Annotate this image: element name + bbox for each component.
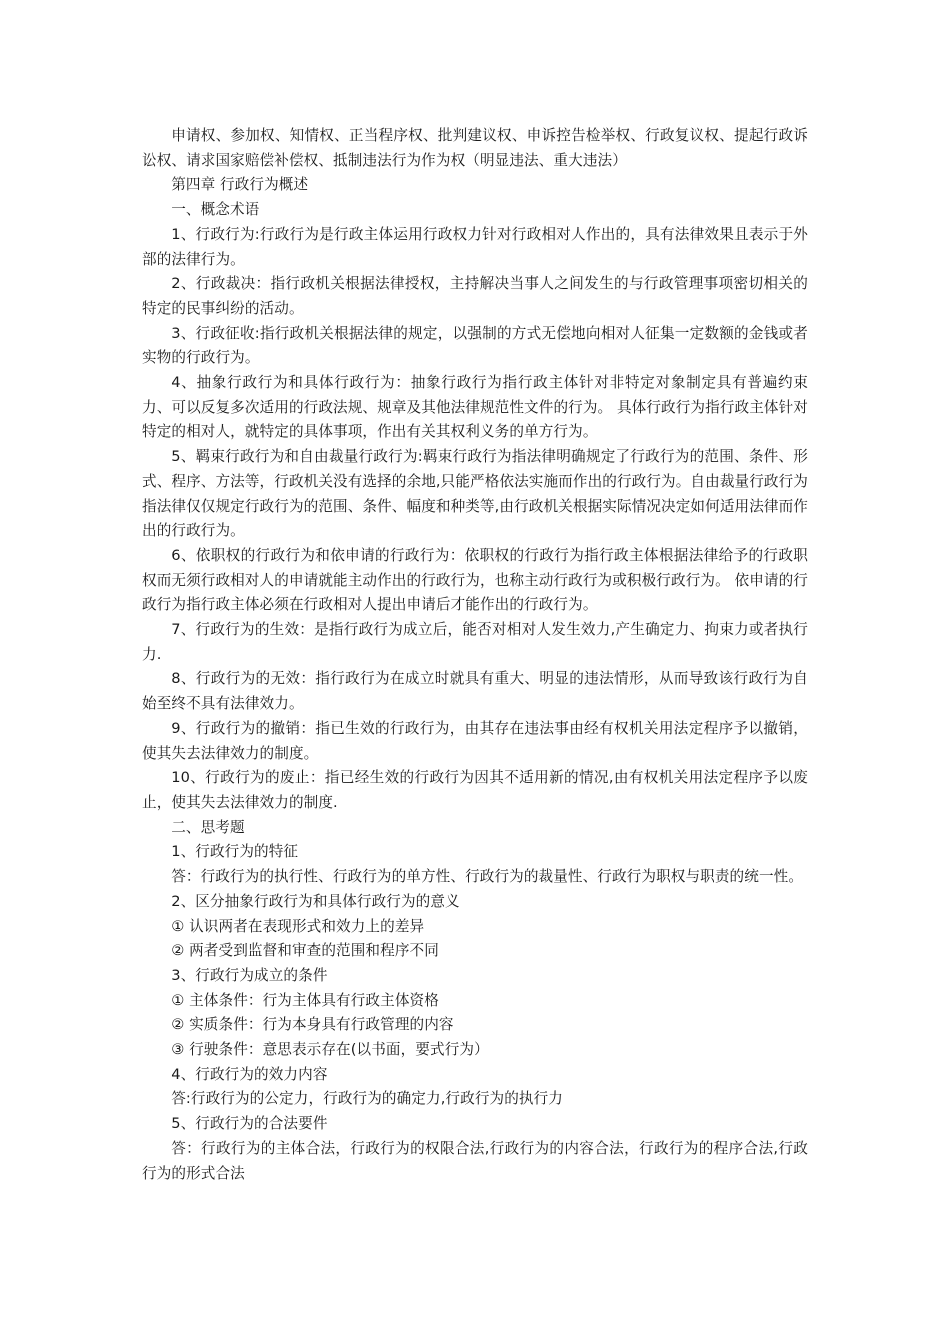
question-4: 4、行政行为的效力内容 <box>171 1065 328 1083</box>
paragraph-term-2: 2、行政裁决：指行政机关根据法律授权，主持解决当事人之间发生的与行政管理事项密切相关的特定的民事纠纷的活动。 <box>142 275 808 317</box>
paragraph-term-10: 10、行政行为的废止：指已经生效的行政行为因其不适用新的情况,由有权机关用法定程序予以废止，使其失去法律效力的制度. <box>142 769 808 811</box>
question-1: 1、行政行为的特征 <box>171 843 299 861</box>
answer-3-item-3: ③ 行驶条件：意思表示存在(以书面，要式行为） <box>171 1041 489 1059</box>
question-3: 3、行政行为成立的条件 <box>171 966 328 984</box>
question-5: 5、行政行为的合法要件 <box>171 1115 328 1133</box>
answer-2-item-1: ① 认识两者在表现形式和效力上的差异 <box>171 917 425 935</box>
paragraph-term-3: 3、行政征收:指行政机关根据法律的规定，以强制的方式无偿地向相对人征集一定数额的金钱或者实物的行政行为。 <box>142 324 808 367</box>
paragraph-rights-list: 申请权、参加权、知情权、正当程序权、批判建议权、申诉控告检举权、行政复议权、提起行政诉讼权、请求国家赔偿补偿权、抵制违法行为作为权（明显违法、重大违法） <box>142 127 808 169</box>
question-2: 2、区分抽象行政行为和具体行政行为的意义 <box>171 892 460 910</box>
paragraph-term-7: 7、行政行为的生效：是指行政行为成立后，能否对相对人发生效力,产生确定力、拘束力或者执行力. <box>142 621 808 663</box>
answer-4: 答:行政行为的公定力，行政行为的确定力,行政行为的执行力 <box>171 1090 563 1108</box>
answer-3-item-2: ② 实质条件：行为本身具有行政管理的内容 <box>171 1016 454 1034</box>
answer-1: 答：行政行为的执行性、行政行为的单方性、行政行为的裁量性、行政行为职权与职责的统一性。 <box>171 868 804 886</box>
paragraph-term-6: 6、依职权的行政行为和依申请的行政行为：依职权的行政行为指行政主体根据法律给予的行政职权而无须行政相对人的申请就能主动作出的行政行为，也称主动行政行为或积极行政行为。 依申请的行政行为指行政主体必须在行政相对人提出申请后才能作出的行政行为。 <box>142 546 808 614</box>
paragraph-term-5: 5、羁束行政行为和自由裁量行政行为:羁束行政行为指法律明确规定了行政行为的范围、条件、形式、程序、方法等，行政机关没有选择的余地,只能严格依法实施而作出的行政行为。自由裁量行政行为指法律仅仅规定行政行为的范围、条件、幅度和种类等,由行政机关根据实际情况决定如何适用法律而作出的行政行为。 <box>142 448 808 540</box>
paragraph-term-9: 9、行政行为的撤销：指已生效的行政行为，由其存在违法事由经有权机关用法定程序予以撤销，使其失去法律效力的制度。 <box>142 719 808 762</box>
paragraph-term-1: 1、行政行为:行政行为是行政主体运用行政权力针对行政相对人作出的，具有法律效果且表示于外部的法律行为。 <box>142 225 808 268</box>
chapter-heading: 第四章 行政行为概述 <box>171 176 309 194</box>
answer-2-item-2: ② 两者受到监督和审查的范围和程序不同 <box>171 942 439 960</box>
answer-5: 答：行政行为的主体合法，行政行为的权限合法,行政行为的内容合法，行政行为的程序合法,行政行为的形式合法 <box>142 1139 808 1182</box>
paragraph-term-8: 8、行政行为的无效：指行政行为在成立时就具有重大、明显的违法情形，从而导致该行政行为自始至终不具有法律效力。 <box>142 670 808 713</box>
section-heading-concepts: 一、概念术语 <box>171 201 260 219</box>
answer-3-item-1: ① 主体条件：行为主体具有行政主体资格 <box>171 991 439 1009</box>
document-body <box>142 124 808 1186</box>
paragraph-term-4: 4、抽象行政行为和具体行政行为：抽象行政行为指行政主体针对非特定对象制定具有普遍约束力、可以反复多次适用的行政法规、规章及其他法律规范性文件的行为。 具体行政行为指行政主体针对特定的相对人，就特定的具体事项，作出有关其权利义务的单方行为。 <box>142 374 808 441</box>
section-heading-questions: 二、思考题 <box>171 818 245 836</box>
